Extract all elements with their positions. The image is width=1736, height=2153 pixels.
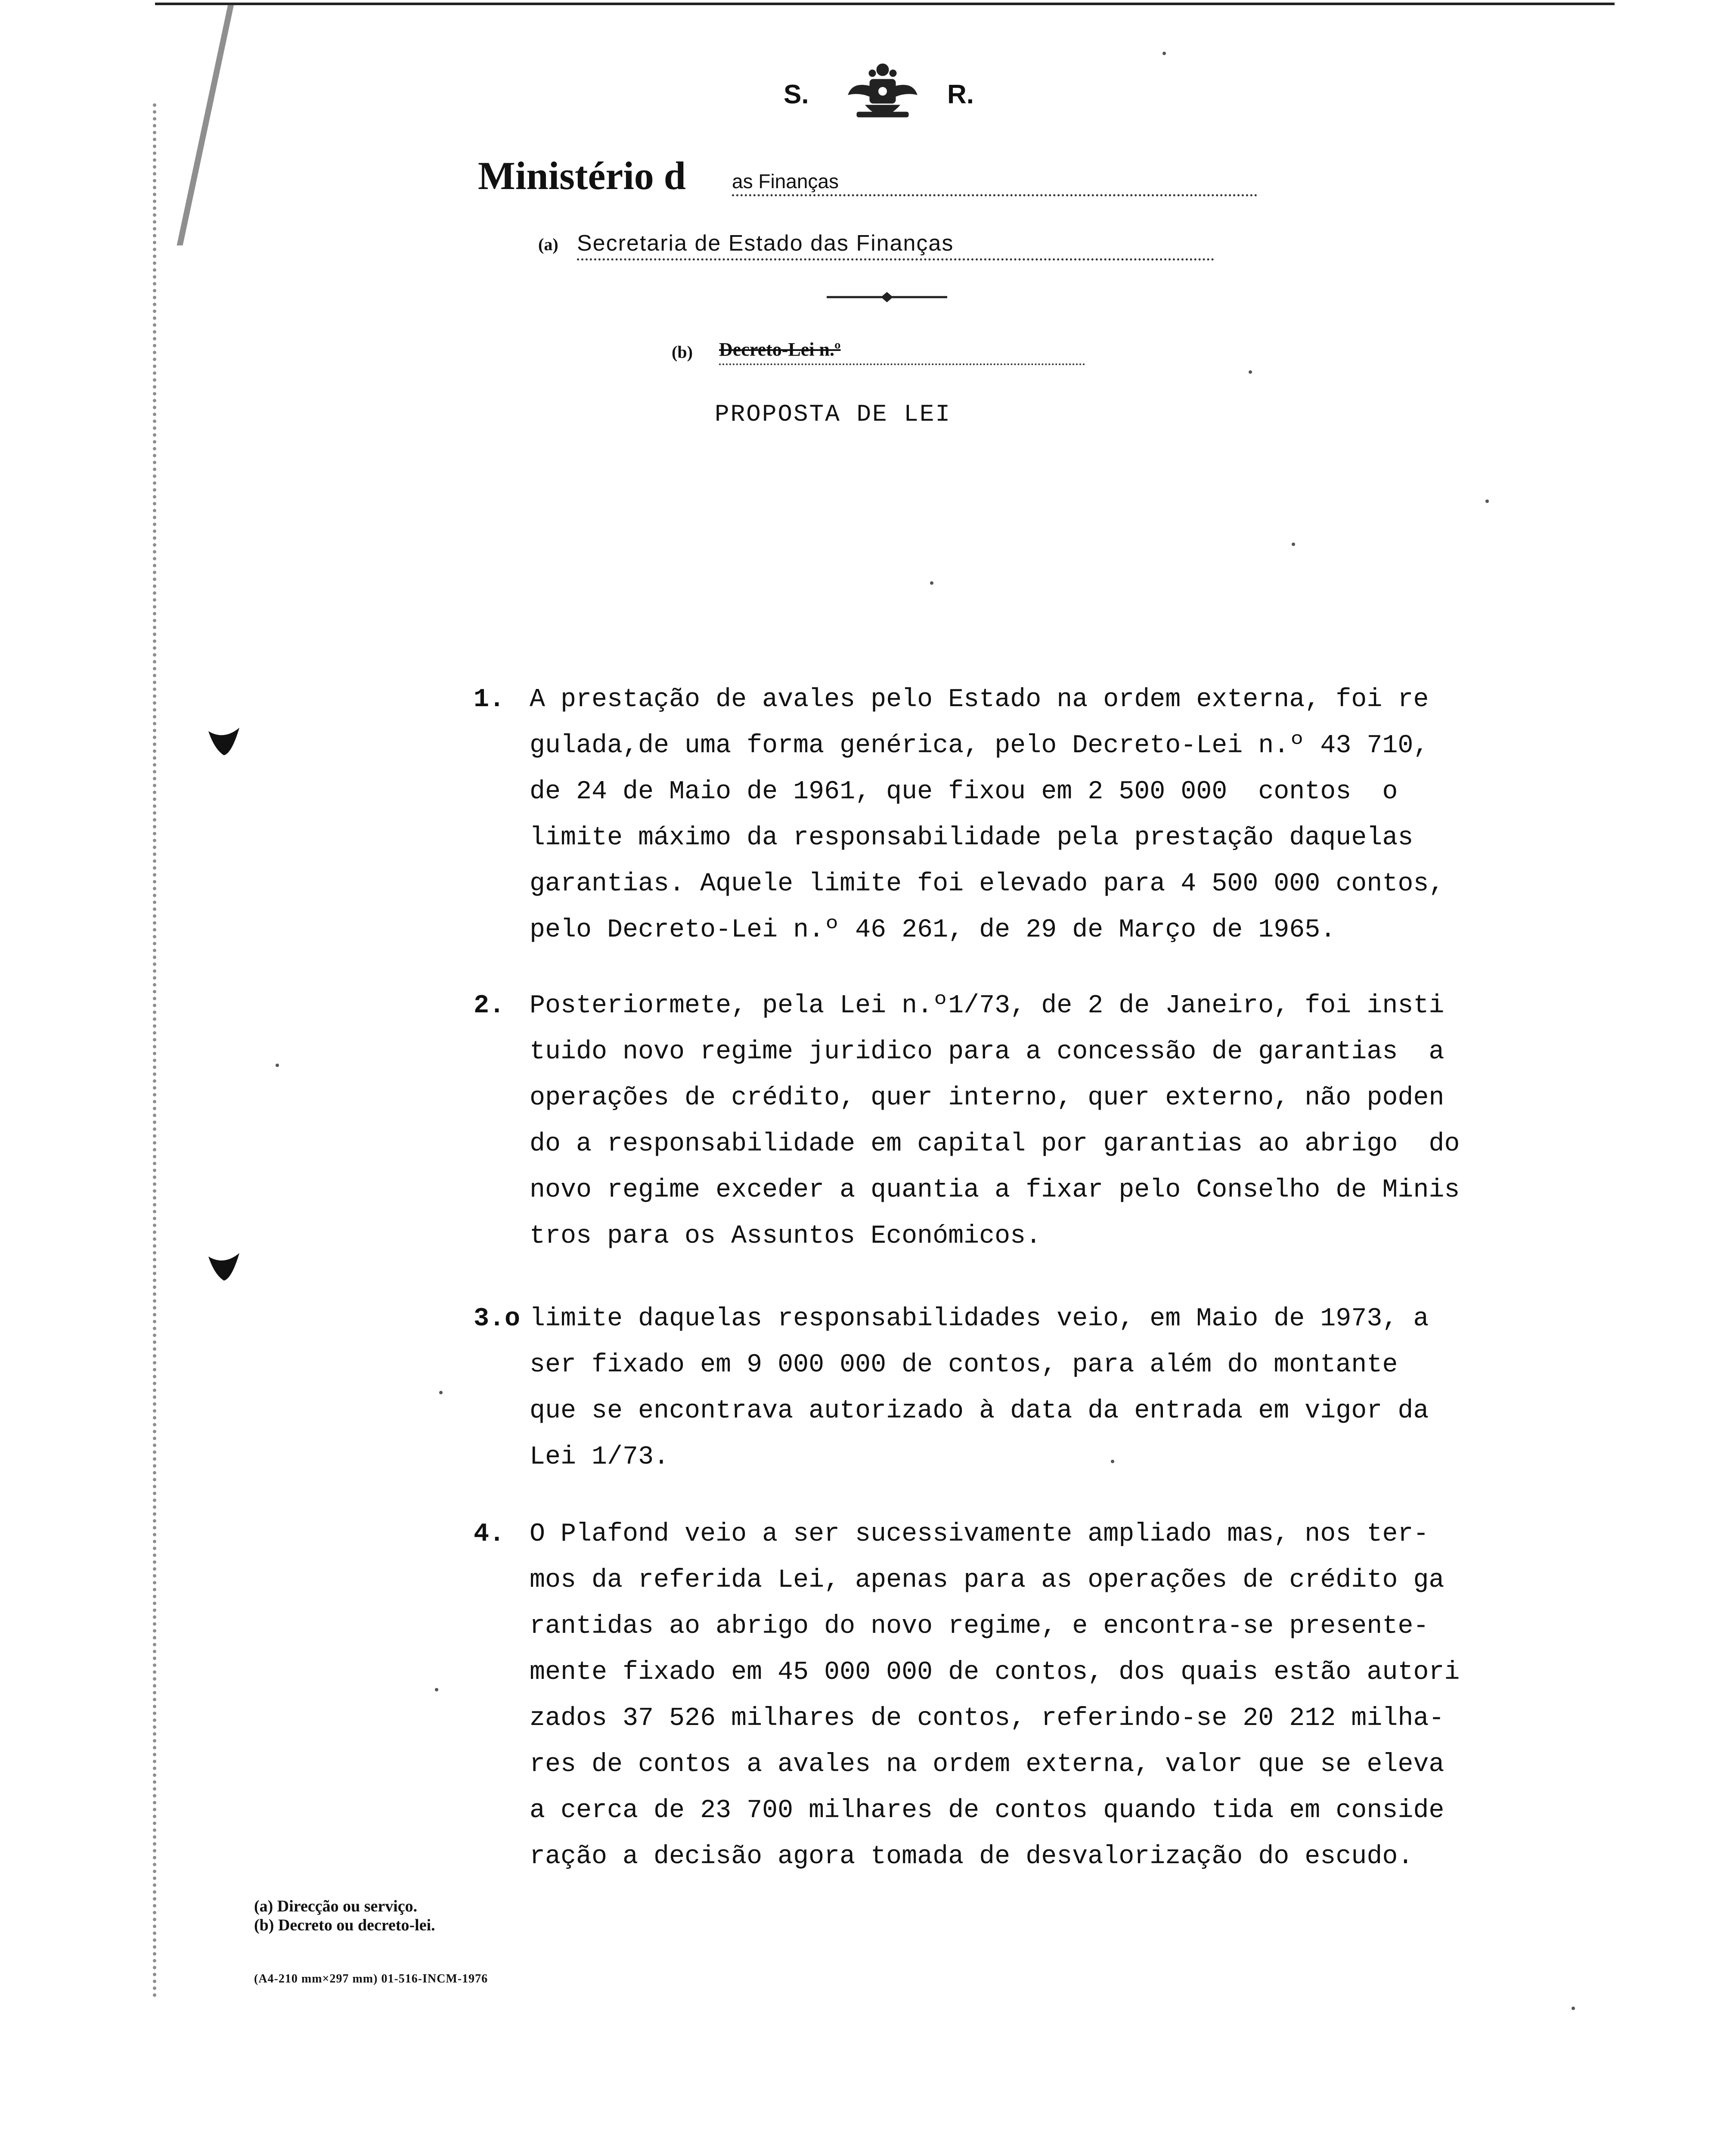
ministry-field: as Finanças [732,168,1257,196]
paragraph-number: 1. [474,685,505,714]
scan-speck [1292,543,1295,546]
paragraph-text: limite daquelas responsabilidades veio, em Maio de 1973, a ser fixado em 9 000 000 de contos, para além do montante que se encontrava autorizado à data da entrada em vigor da Lei 1/73. [530,1304,1429,1472]
scan-speck [1249,370,1252,374]
secretaria-line [538,228,1249,267]
print-code: (A4-210 mm×297 mm) 01-516-INCM-1976 [254,1972,488,1985]
left-scan-edge [153,103,169,1998]
paragraph-number: 3.o [474,1304,521,1334]
footnote-b: (b) Decreto ou decreto-lei. [254,1916,435,1934]
footnote-marker-b: (b) [672,342,693,362]
letter-s: S. [784,80,809,109]
letterhead-sr [766,60,1008,125]
scan-speck [1162,52,1166,55]
scan-speck [276,1064,279,1067]
document-title: PROPOSTA DE LEI [715,400,952,428]
scan-speck [439,1391,443,1394]
margin-check-icon [207,723,241,758]
letter-r: R. [947,80,974,109]
scan-speck [435,1688,438,1691]
decreto-line [672,336,1102,370]
ministry-line [478,153,1296,205]
footnote-a: (a) Direcção ou serviço. [254,1897,418,1915]
scan-speck [1572,2007,1575,2010]
coat-of-arms-icon [840,60,926,125]
paragraph-text: O Plafond veio a ser sucessivamente ampliado mas, nos ter- mos da referida Lei, apenas para as operações de crédito ga rantidas ao abrigo do novo regime, e encontra-se presente- mente fixado em 45 000 000 de contos, dos quais estão autori zados 37 526 milhares de contos, referindo-se 20 212 milha- res de contos a avales na ordem externa, valor que se eleva a cerca de 23 700 milhares de contos quando tida em conside ração a decisão agora tomada de desvalorização do escudo. [530,1520,1460,1871]
paragraph-text: A prestação de avales pelo Estado na ordem externa, foi re gulada,de uma forma genérica, pelo Decreto-Lei n.º 43 710, de 24 de Maio de 1961, que fixou em 2 500 000 contos o limite máximo da responsabilidade pela prestação daquelas garantias. Aquele limite foi elevado para 4 500 000 contos, pelo Decreto-Lei n.º 46 261, de 29 de Março de 1965. [530,685,1445,945]
top-border-line [155,3,1615,5]
paragraph-text: Posteriormete, pela Lei n.º1/73, de 2 de Janeiro, foi insti tuido novo regime juridico para a concessão de garantias a operações de crédito, quer interno, quer externo, não poden do a responsabilidade em capital por garantias ao abrigo do novo regime exceder a quantia a fixar pelo Conselho de Minis tros para os Assuntos Económicos. [530,991,1460,1251]
paragraph-number: 2. [474,991,505,1021]
paragraph-number: 4. [474,1520,505,1549]
ornament-divider-icon [822,289,952,306]
scan-speck [1485,499,1489,503]
left-pen-stroke [177,4,273,245]
scan-speck [930,581,933,585]
secretaria-field: Secretaria de Estado das Finanças [577,228,1214,261]
decreto-field: Decreto-Lei n.º [719,336,1085,365]
scan-speck [1111,1460,1114,1463]
footnotes [254,1897,435,1935]
ministry-label: Ministério d [478,154,686,198]
margin-check-icon [207,1249,241,1283]
footnote-marker-a: (a) [538,235,558,254]
